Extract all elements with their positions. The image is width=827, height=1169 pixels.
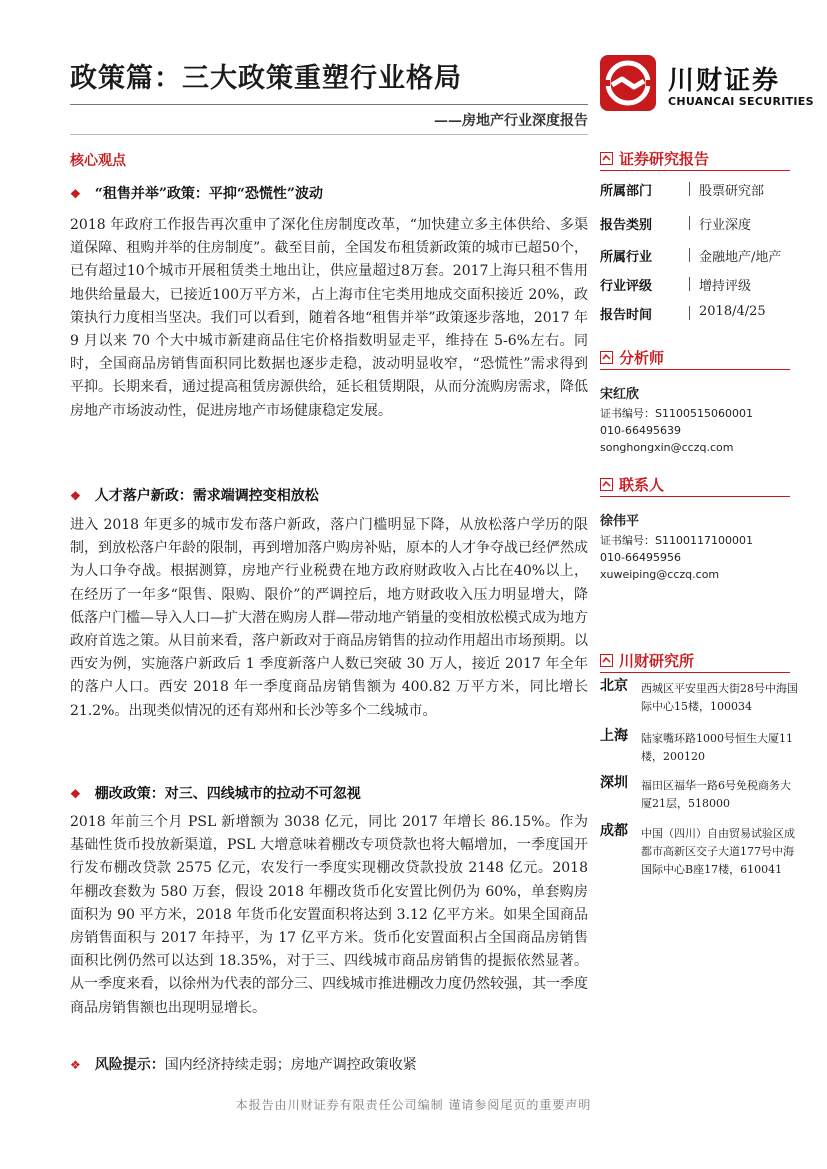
info-row-rating: 行业评级 增持评级 bbox=[600, 279, 752, 294]
subtitle-divider bbox=[70, 134, 588, 135]
office-address-shanghai: 陆家嘴环路1000号恒生大厦11楼，200120 bbox=[641, 732, 793, 763]
brand-name-cn: 川财证券 bbox=[668, 66, 781, 96]
analyst-section-icon bbox=[600, 351, 613, 364]
diamond-bullet-icon: ❖ bbox=[70, 1058, 81, 1072]
chuancai-logo-icon bbox=[600, 55, 656, 111]
contact-card bbox=[600, 513, 753, 583]
analyst-phone: 010-66495639 bbox=[600, 424, 681, 437]
sidebar-divider bbox=[600, 672, 790, 673]
info-row-industry: 所属行业 金融地产/地产 bbox=[600, 250, 782, 265]
footer-disclaimer: 本报告由川财证券有限责任公司编制 谨请参阅尾页的重要声明 bbox=[235, 1098, 592, 1112]
core-views-heading: 核心观点 bbox=[70, 153, 126, 169]
contact-license: 证书编号：S1100117100001 bbox=[600, 534, 753, 547]
risk-text: 国内经济持续走弱；房地产调控政策收紧 bbox=[164, 1057, 417, 1073]
section-heading-text: 人才落户新政：需求端调控变相放松 bbox=[94, 488, 319, 504]
contact-heading: 联系人 bbox=[600, 474, 664, 495]
risk-label: 风险提示： bbox=[94, 1057, 165, 1073]
office-city-shanghai: 上海 bbox=[600, 728, 628, 744]
section-heading-text: “租售并举”政策：平抑“恐慌性”波动 bbox=[94, 186, 323, 202]
office-address-shenzhen: 福田区福华一路6号免税商务大厦21层，518000 bbox=[641, 779, 791, 810]
info-row-department: 所属部门 股票研究部 bbox=[600, 184, 765, 199]
contact-phone: 010-66495956 bbox=[600, 551, 681, 564]
info-row-category: 报告类别 行业深度 bbox=[600, 218, 752, 233]
section-heading-shantytown bbox=[70, 783, 361, 803]
report-subtitle: ——房地产行业深度报告 bbox=[434, 113, 588, 129]
section-heading-talent bbox=[70, 485, 319, 505]
contact-name: 徐伟平 bbox=[600, 514, 640, 529]
title-divider bbox=[70, 104, 588, 105]
analyst-license: 证书编号：S1100515060001 bbox=[600, 407, 753, 420]
diamond-bullet-icon: ❖ bbox=[70, 187, 81, 201]
analyst-card bbox=[600, 386, 753, 456]
office-city-shenzhen: 深圳 bbox=[600, 775, 628, 791]
diamond-bullet-icon: ❖ bbox=[70, 489, 81, 503]
office-city-chengdu: 成都 bbox=[600, 823, 628, 839]
analyst-email[interactable]: songhongxin@cczq.com bbox=[600, 441, 734, 454]
report-section-icon bbox=[600, 152, 613, 165]
analyst-heading: 分析师 bbox=[600, 347, 664, 368]
office-address-beijing: 西城区平安里西大街28号中海国际中心15楼，100034 bbox=[641, 682, 798, 713]
contact-email[interactable]: xuweiping@cczq.com bbox=[600, 568, 720, 581]
office-city-beijing: 北京 bbox=[600, 678, 628, 694]
page-title: 政策篇：三大政策重塑行业格局 bbox=[70, 63, 462, 94]
contact-section-icon bbox=[600, 478, 613, 491]
diamond-bullet-icon: ❖ bbox=[70, 787, 81, 801]
sidebar-divider bbox=[600, 170, 790, 171]
analyst-name: 宋红欣 bbox=[600, 387, 640, 402]
section-body-rental: 2018 年政府工作报告再次重申了深化住房制度改革，“加快建立多主体供给、多渠道保障、租购并举的住房制度”。截至目前，全国发布租赁新政策的城市已超50个，已有超过10个城市开展租赁类土地出让，供应量超过8万套。2017上海只租不售用地供给量最大，已接近100万平方米，占上海市住宅类用地成交面积接近 20%，政策执行力度相当坚决。我们可以看到，随着各地“租售并举”政策逐步落地，2017 年 9 月以来 70 个大中城市新建商品住宅价格指数明显走平，维持在 5-6%左右。同时，全国商品房销售面积同比数据也逐步走稳，波动明显收窄，“恐慌性”需求得到平抑。长期来看，通过提高租赁房源供给，延长租赁期限，从而分流购房需求，降低房地产市场波动性，促进房地产市场健康稳定发展。 bbox=[70, 217, 588, 419]
brand-name-en: CHUANCAI SECURITIES bbox=[668, 95, 814, 108]
institute-section-icon bbox=[600, 654, 613, 667]
info-row-date: 报告时间 2018/4/25 bbox=[600, 304, 766, 323]
institute-heading: 川财研究所 bbox=[600, 650, 694, 671]
section-body-talent: 进入 2018 年更多的城市发布落户新政，落户门槛明显下降，从放松落户学历的限制，到放松落户年龄的限制，再到增加落户购房补贴，原本的人才争夺战已经俨然成为人口争夺战。根据测算，房地产行业税费在地方政府财政收入占比在40%以上，在经历了一年多“限售、限购、限价”的严调控后，地方财政收入压力明显增大，降低落户门槛—导入人口—扩大潜在购房人群—带动地产销量的变相放松模式成为地方政府首选之策。从目前来看，落户新政对于商品房销售的拉动作用超出市场预期。以西安为例，实施落户新政后 1 季度新落户人数已突破 30 万人，接近 2017 年全年的落户人口。西安 2018 年一季度商品房销售额为 400.82 万平方米，同比增长 21.2%。出现类似情况的还有郑州和长沙等多个二线城市。 bbox=[70, 517, 588, 719]
sidebar-divider bbox=[600, 369, 790, 370]
sidebar-divider bbox=[600, 496, 790, 497]
office-address-chengdu: 中国（四川）自由贸易试验区成都市高新区交子大道177号中海国际中心B座17楼，610041 bbox=[641, 827, 795, 876]
section-body-shantytown: 2018 年前三个月 PSL 新增额为 3038 亿元，同比 2017 年增长 86.15%。作为基础性货币投放新渠道，PSL 大增意味着棚改专项贷款也将大幅增加，一季度国开行发布棚改贷款 2575 亿元，农发行一季度实现棚改贷款投放 2148 亿元。2018 年棚改套数为 580 万套，假设 2018 年棚改货币化安置比例仍为 60%，单套购房面积为 90 平方米，2018 年货币化安置面积将达到 3.12 亿平方米。如果全国商品房销售面积与 2017 年持平，为 17 亿平方米。货币化安置面积占全国商品房销售面积比例仍然可以达到 18.35%，对于三、四线城市商品房销售的提振依然显著。从一季度来看，以徐州为代表的部分三、四线城市推进棚改力度仍然较强，其一季度商品房销售额也出现明显增长。 bbox=[70, 814, 588, 1016]
section-heading-text: 棚改政策：对三、四线城市的拉动不可忽视 bbox=[94, 786, 361, 802]
section-heading-rental bbox=[70, 183, 323, 203]
securities-report-heading: 证券研究报告 bbox=[600, 148, 709, 169]
risk-warning bbox=[70, 1054, 417, 1074]
